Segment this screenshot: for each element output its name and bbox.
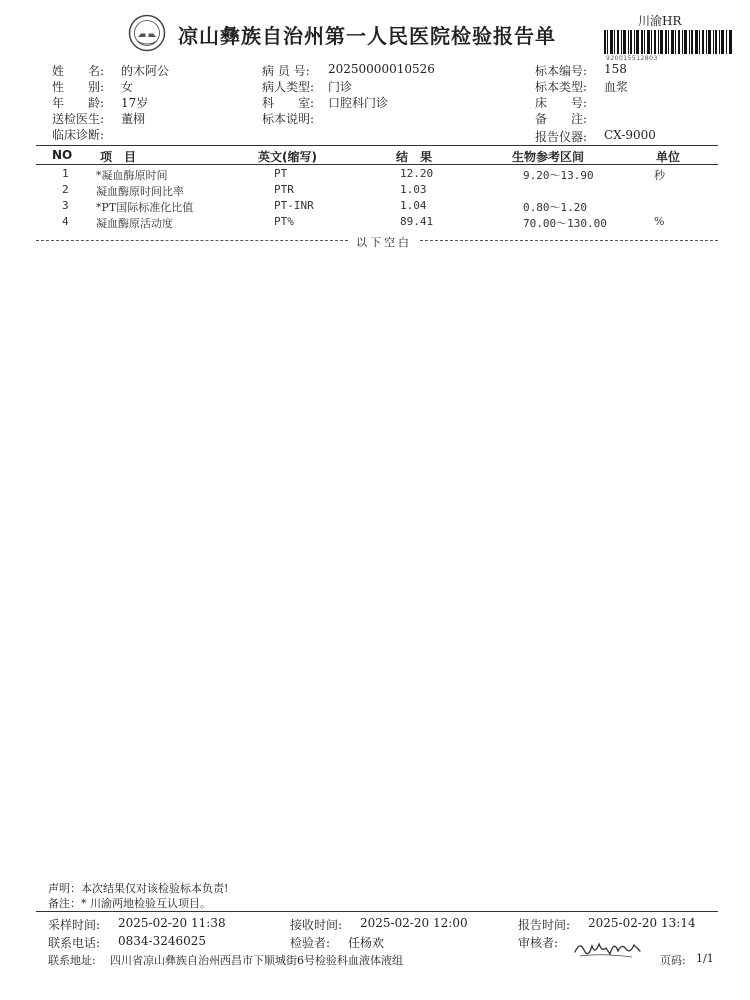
row-result: 12.20 xyxy=(400,167,434,180)
row-item: 凝血酶原时间比率 xyxy=(96,185,184,198)
diagnosis-label: 临床诊断: xyxy=(52,128,105,142)
patient-gender: 女 xyxy=(121,80,134,94)
col-header-english: 英文(缩写) xyxy=(258,150,317,164)
name-label: 姓 名: xyxy=(52,64,105,78)
instrument: CX-9000 xyxy=(604,128,656,142)
row-result: 1.04 xyxy=(400,199,427,212)
statement: 声明：本次结果仅对该检验标本负责! xyxy=(48,882,229,895)
patient-name: 的木阿公 xyxy=(121,64,170,78)
remark-label: 备 注: xyxy=(535,112,588,126)
specimen-note-label: 标本说明: xyxy=(262,112,315,126)
tester-name: 任杨欢 xyxy=(348,936,385,950)
collect-time: 2025-02-20 11:38 xyxy=(118,916,226,930)
col-header-item: 项 目 xyxy=(100,150,137,164)
row-reference: 0.80～1.20 xyxy=(523,201,587,214)
end-rule-left xyxy=(36,240,348,241)
record-number: 20250000010526 xyxy=(328,62,435,76)
contact-phone: 0834-3246025 xyxy=(118,934,207,948)
doctor-label: 送检医生: xyxy=(52,112,105,126)
row-unit: 秒 xyxy=(654,169,665,182)
department-label: 科 室: xyxy=(262,96,315,110)
tester-label: 检验者: xyxy=(290,936,331,950)
end-rule-right xyxy=(420,240,718,241)
referring-doctor: 董栩 xyxy=(121,112,146,126)
row-no: 3 xyxy=(62,199,69,212)
barcode-number: 920015512803 xyxy=(606,55,658,62)
specimen-type: 血浆 xyxy=(604,80,629,94)
contact-address: 四川省凉山彝族自治州西昌市下顺城街6号检验科血液体液组 xyxy=(110,954,403,967)
col-header-result: 结 果 xyxy=(396,150,433,164)
department: 口腔科门诊 xyxy=(328,96,389,110)
reviewer-label: 审核者: xyxy=(518,936,559,950)
report-title: 凉山彝族自治州第一人民医院检验报告单 xyxy=(178,24,556,48)
row-no: 1 xyxy=(62,167,69,180)
gender-label: 性 别: xyxy=(52,80,105,94)
row-english: PT% xyxy=(274,215,294,228)
end-marker: 以下空白 xyxy=(356,236,412,249)
address-label: 联系地址: xyxy=(48,954,96,967)
patient-type: 门诊 xyxy=(328,80,353,94)
row-no: 4 xyxy=(62,215,69,228)
row-english: PTR xyxy=(274,183,294,196)
page-label: 页码: xyxy=(660,954,686,967)
row-no: 2 xyxy=(62,183,69,196)
corner-mark: 川渝HR xyxy=(638,14,682,28)
row-result: 1.03 xyxy=(400,183,427,196)
report-time: 2025-02-20 13:14 xyxy=(588,916,696,930)
bed-label: 床 号: xyxy=(535,96,588,110)
row-english: PT xyxy=(274,167,288,180)
row-reference: 70.00～130.00 xyxy=(523,217,607,230)
footer-note: 备注：* 川渝两地检验互认项目。 xyxy=(48,897,211,910)
reviewer-signature-icon xyxy=(572,936,644,960)
age-label: 年 龄: xyxy=(52,96,105,110)
row-unit: % xyxy=(654,215,665,228)
phone-label: 联系电话: xyxy=(48,936,101,950)
col-header-no: NO xyxy=(52,148,73,162)
receive-time-label: 接收时间: xyxy=(290,918,343,932)
row-item: *PT国际标准化比值 xyxy=(96,201,194,214)
specimen-no-label: 标本编号: xyxy=(535,64,588,78)
barcode-icon xyxy=(604,30,732,54)
row-reference: 9.20～13.90 xyxy=(523,169,594,182)
row-item: *凝血酶原时间 xyxy=(96,169,168,182)
specimen-type-label: 标本类型: xyxy=(535,80,588,94)
row-item: 凝血酶原活动度 xyxy=(96,217,173,230)
specimen-number: 158 xyxy=(604,62,627,76)
patient-age: 17岁 xyxy=(121,96,149,110)
row-result: 89.41 xyxy=(400,215,434,228)
page-number: 1/1 xyxy=(696,952,714,965)
row-english: PT-INR xyxy=(274,199,314,212)
report-time-label: 报告时间: xyxy=(518,918,571,932)
col-header-unit: 单位 xyxy=(656,150,681,164)
footer-rule xyxy=(36,911,718,912)
record-no-label: 病 员 号: xyxy=(262,64,310,78)
table-top-rule xyxy=(36,145,718,146)
table-header-rule xyxy=(36,164,718,165)
hospital-logo-icon xyxy=(128,14,166,52)
patient-type-label: 病人类型: xyxy=(262,80,315,94)
collect-time-label: 采样时间: xyxy=(48,918,101,932)
col-header-reference: 生物参考区间 xyxy=(512,150,585,164)
receive-time: 2025-02-20 12:00 xyxy=(360,916,468,930)
instrument-label: 报告仪器: xyxy=(535,130,588,144)
